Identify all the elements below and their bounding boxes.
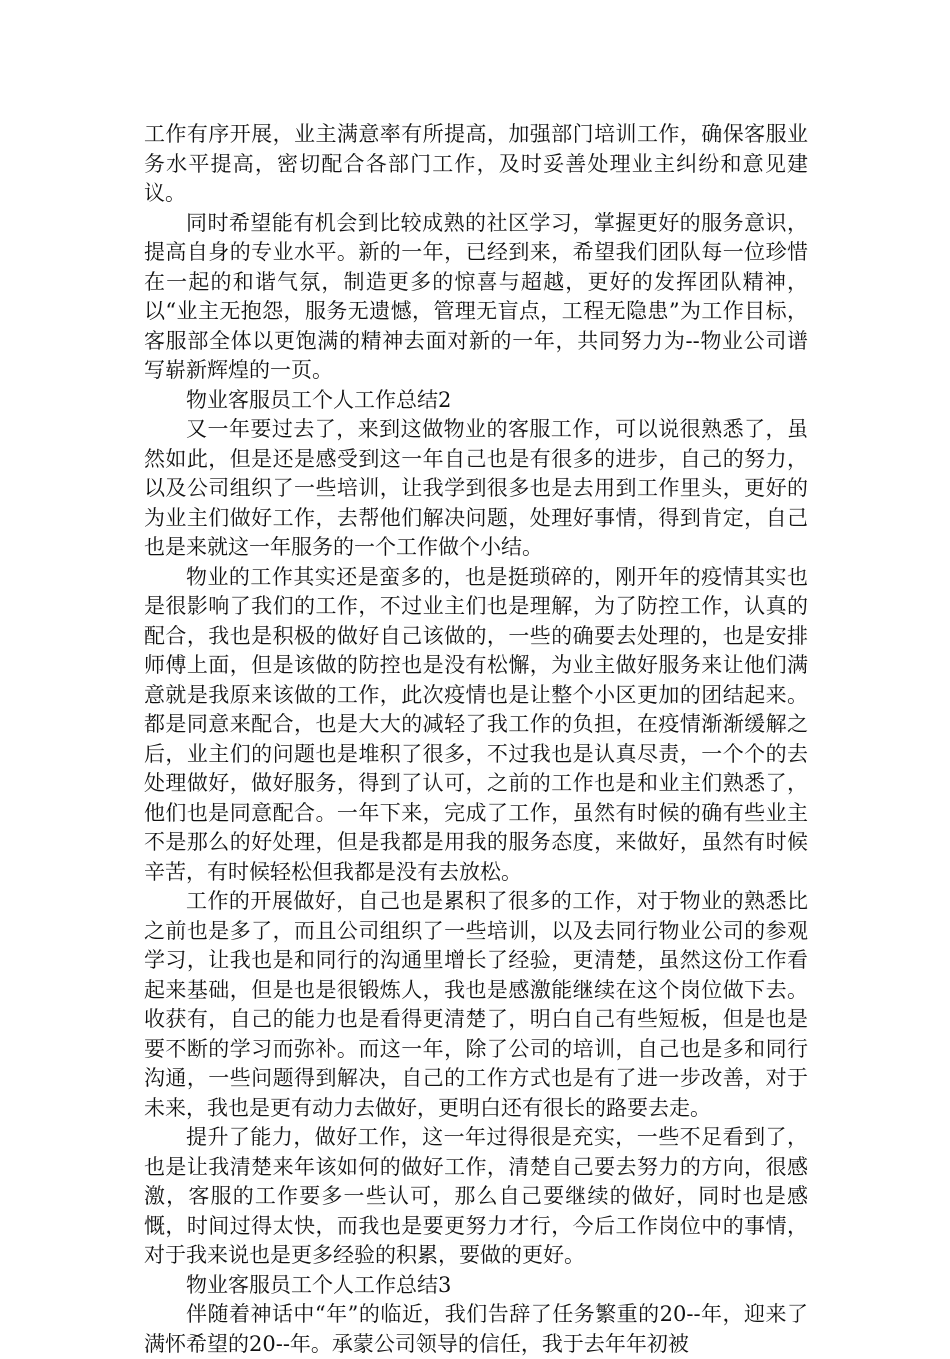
section-heading-2: 物业客服员工个人工作总结2 — [186, 387, 452, 412]
paragraph: 物业的工作其实还是蛮多的，也是挺琐碎的，刚开年的疫情其实也是很影响了我们的工作，不过业主们也是理解，为了防控工作，认真的配合，我也是积极的做好自己该做的，一些的确要去处理的，也是安排师傅上面，但是该做的防控也是没有松懈，为业主做好服务来让他们满意就是我原来该做的工作，此次疫情也是让整个小区更加的团结起来。都是同意来配合，也是大大的减轻了我工作的负担，在疫情渐渐缓解之后，业主们的问题也是堆积了很多，不过我也是认真尽责，一个个的去处理做好，做好服务，得到了认可，之前的工作也是和业主们熟悉了，他们也是同意配合。一年下来，完成了工作，虽然有时候的确有些业主不是那么的好处理，但是我都是用我的服务态度，来做好，虽然有时候辛苦，有时候轻松但我都是没有去放松。 — [144, 564, 808, 884]
section-heading-3: 物业客服员工个人工作总结3 — [186, 1272, 452, 1297]
paragraph: 提升了能力，做好工作，这一年过得很是充实，一些不足看到了，也是让我清楚来年该如何的做好工作，清楚自己要去努力的方向，很感激，客服的工作要多一些认可，那么自己要继续的做好，同时也是感慨，时间过得太快，而我也是要更努力才行，今后工作岗位中的事情，对于我来说也是更多经验的积累，要做的更好。 — [144, 1125, 808, 1267]
paragraph: 工作的开展做好，自己也是累积了很多的工作，对于物业的熟悉比之前也是多了，而且公司组织了一些培训，以及去同行物业公司的参观学习，让我也是和同行的沟通里增长了经验，更清楚，虽然这份工作看起来基础，但是也是很锻炼人，我也是感激能继续在这个岗位做下去。收获有，自己的能力也是看得更清楚了，明白自己有些短板，但是也是要不断的学习而弥补。而这一年，除了公司的培训，自己也是多和同行沟通，一些问题得到解决，自己的工作方式也是有了进一步改善，对于未来，我也是更有动力去做好，更明白还有很长的路要去走。 — [144, 889, 808, 1120]
paragraph: 又一年要过去了，来到这做物业的客服工作，可以说很熟悉了，虽然如此，但是还是感受到这一年自己也是有很多的进步，自己的努力，以及公司组织了一些培训，让我学到很多也是去用到工作里头，更好的为业主们做好工作，去帮他们解决问题，处理好事情，得到肯定，自己也是来就这一年服务的一个工作做个小结。 — [144, 417, 808, 559]
paragraph: 同时希望能有机会到比较成熟的社区学习，掌握更好的服务意识，提高自身的专业水平。新的一年，已经到来，希望我们团队每一位珍惜在一起的和谐气氛，制造更多的惊喜与超越，更好的发挥团队精神，以“业主无抱怨，服务无遗憾，管理无盲点，工程无隐患”为工作目标，客服部全体以更饱满的精神去面对新的一年，共同努力为--物业公司谱写崭新辉煌的一页。 — [144, 210, 808, 382]
paragraph-continued: 工作有序开展，业主满意率有所提高，加强部门培训工作，确保客服业务水平提高，密切配合各部门工作，及时妥善处理业主纠纷和意见建议。 — [144, 122, 808, 205]
document-body — [144, 120, 808, 1359]
paragraph: 伴随着神话中“年”的临近，我们告辞了任务繁重的20--年，迎来了满怀希望的20--年。承蒙公司领导的信任，我于去年年初被 — [144, 1302, 808, 1356]
